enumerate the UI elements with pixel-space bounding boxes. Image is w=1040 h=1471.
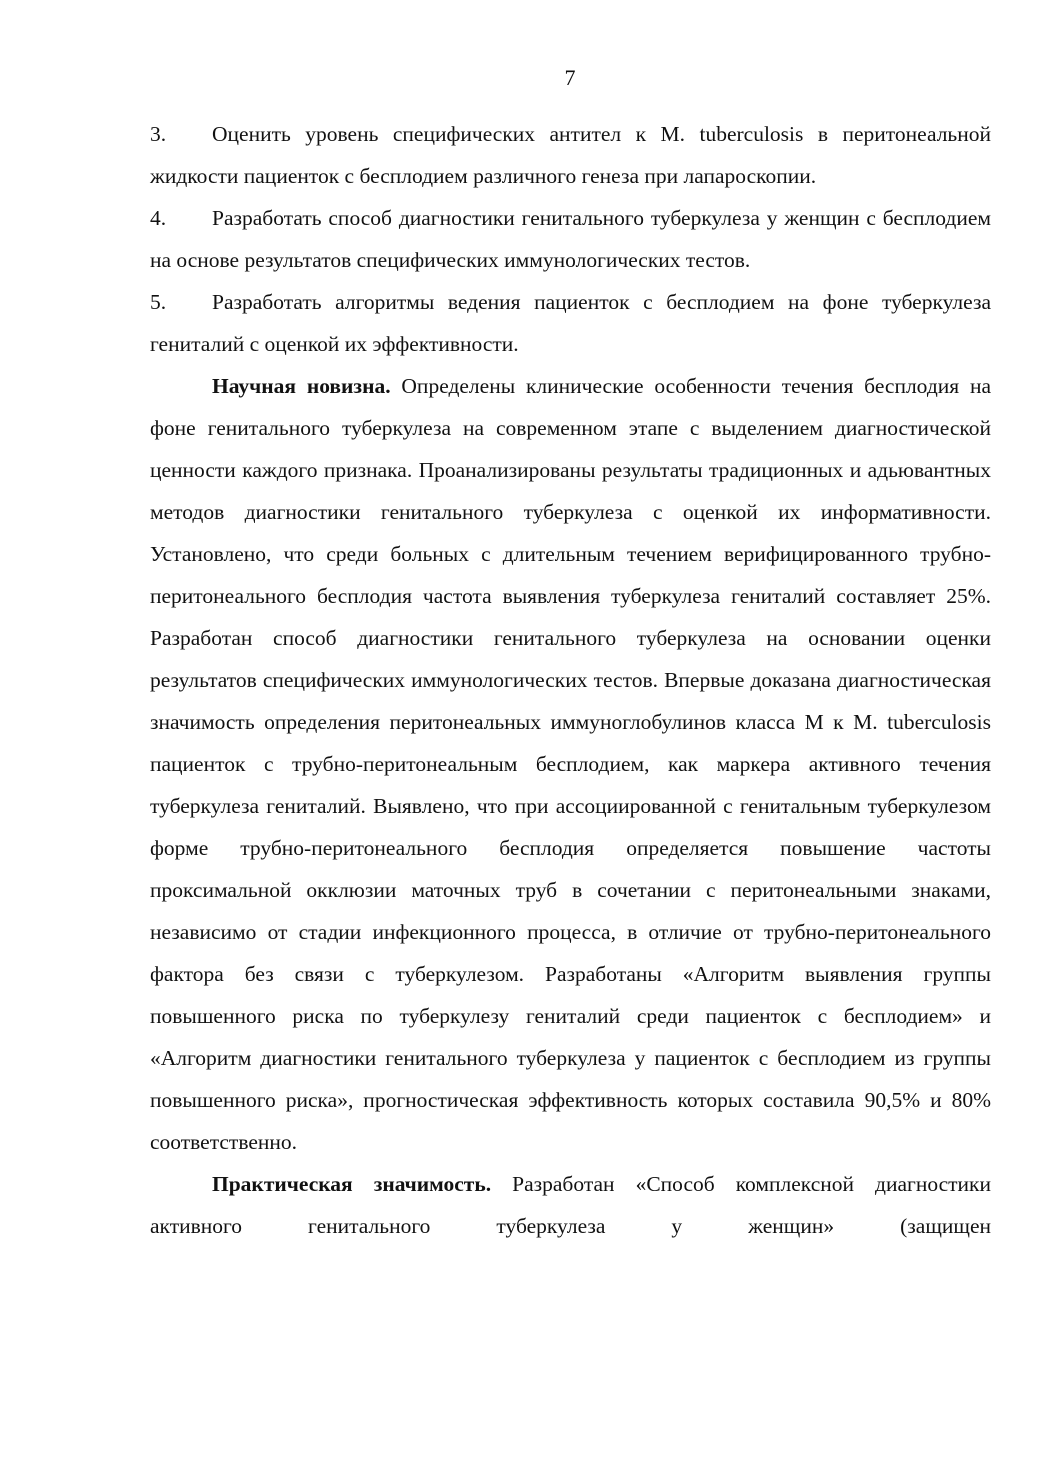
practical-heading: Практическая значимость.	[212, 1172, 492, 1196]
novelty-heading: Научная новизна.	[212, 374, 391, 398]
novelty-paragraph	[150, 365, 991, 1163]
list-item-text: Разработать способ диагностики генитального туберкулеза у женщин с бесплодием на основе результатов специфических иммунологических тестов.	[150, 206, 991, 272]
practical-text: Разработан «Способ комплексной диагностики активного генитального туберкулеза у женщин» (защищен	[150, 1172, 992, 1238]
list-item	[150, 281, 991, 365]
document-body	[150, 113, 991, 1247]
list-item-text: Разработать алгоритмы ведения пациенток с бесплодием на фоне туберкулеза гениталий с оценкой их эффективности.	[150, 290, 991, 356]
list-item-number: 4.	[150, 206, 167, 230]
practical-paragraph	[150, 1163, 991, 1247]
list-item	[150, 197, 991, 281]
page-number: 7	[564, 65, 576, 90]
novelty-text: Определены клинические особенности течения бесплодия на фоне генитального туберкулеза на современном этапе с выделением диагностической ценности каждого признака. Проанализированы результаты традиционных и адьювантных методов диагностики генитального туберкулеза с оценкой их информативности. Установлено, что среди больных с длительным течением верифицированного трубно-перитонеального бесплодия частота выявления туберкулеза гениталий составляет 25%. Разработан способ диагностики генитального туберкулеза на основании оценки результатов специфических иммунологических тестов. Впервые доказана диагностическая значимость определения перитонеальных иммуноглобулинов класса М к M. tuberculosis пациенток с трубно-перитонеальным бесплодием, как маркера активного течения туберкулеза гениталий. Выявлено, что при ассоциированной с генитальным туберкулезом форме трубно-перитонеального бесплодия определяется повышение частоты проксимальной окклюзии маточных труб в сочетании с перитонеальными знаками, независимо от стадии инфекционного процесса, в отличие от трубно-перитонеального фактора без связи с туберкулезом. Разработаны «Алгоритм выявления группы повышенного риска по туберкулезу гениталий среди пациенток с бесплодием» и «Алгоритм диагностики генитального туберкулеза у пациенток с бесплодием из группы повышенного риска», прогностическая эффективность которых составила 90,5% и 80% соответственно.	[150, 374, 992, 1154]
list-item	[150, 113, 991, 197]
list-item-number: 5.	[150, 290, 167, 314]
list-item-text: Оценить уровень специфических антител к M. tuberculosis в перитонеальной жидкости пациенток с бесплодием различного генеза при лапароскопии.	[150, 122, 991, 188]
list-item-number: 3.	[150, 122, 167, 146]
